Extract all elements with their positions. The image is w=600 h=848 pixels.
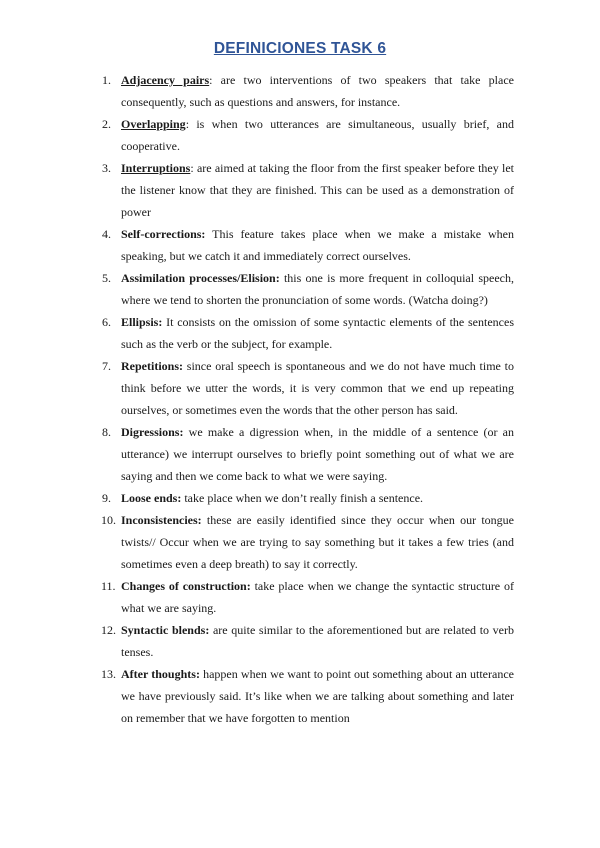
item-number: 13.	[101, 667, 116, 681]
item-text: take place when we don’t really finish a sentence.	[181, 491, 424, 505]
item-number: 3.	[102, 161, 111, 175]
item-text: This feature takes place when we make a mistake when speaking, but we catch it and immediately correct ourselves.	[121, 227, 514, 263]
item-term: Loose ends:	[121, 491, 182, 505]
item-text: : are aimed at taking the floor from the first speaker before they let the listener know that they are finished. This can be used as a demonstration of power	[121, 161, 514, 219]
item-number: 9.	[102, 491, 111, 505]
list-item	[102, 663, 514, 729]
item-number: 7.	[102, 359, 111, 373]
item-number: 1.	[102, 73, 111, 87]
item-text: this one is more frequent in colloquial speech, where we tend to shorten the pronunciation of some words. (Watcha doing?)	[121, 271, 514, 307]
item-term: Self-corrections:	[121, 227, 206, 241]
list-item	[102, 509, 514, 575]
item-text: take place when we change the syntactic structure of what we are saying.	[121, 579, 514, 615]
item-term: Overlapping	[121, 117, 186, 131]
definition-list	[102, 69, 514, 729]
item-text: : is when two utterances are simultaneous, usually brief, and cooperative.	[121, 117, 514, 153]
item-term: Changes of construction:	[121, 579, 251, 593]
item-term: Adjacency pairs	[121, 73, 210, 87]
item-number: 12.	[101, 623, 116, 637]
item-text: we make a digression when, in the middle of a sentence (or an utterance) we interrupt ourselves to briefly point something out of what we are saying and then we come back to what we were saying.	[121, 425, 514, 483]
item-number: 2.	[102, 117, 111, 131]
item-number: 6.	[102, 315, 111, 329]
list-item	[102, 311, 514, 355]
item-text: are quite similar to the aforementioned but are related to verb tenses.	[121, 623, 514, 659]
item-number: 11.	[101, 579, 116, 593]
item-term: After thoughts:	[121, 667, 200, 681]
item-term: Ellipsis:	[121, 315, 163, 329]
list-item	[102, 113, 514, 157]
list-item	[102, 575, 514, 619]
item-number: 4.	[102, 227, 111, 241]
item-term: Digressions:	[121, 425, 184, 439]
list-item	[102, 157, 514, 223]
list-item	[102, 69, 514, 113]
list-item	[102, 619, 514, 663]
item-term: Syntactic blends:	[121, 623, 210, 637]
list-item	[102, 223, 514, 267]
item-term: Repetitions:	[121, 359, 183, 373]
item-text: It consists on the omission of some syntactic elements of the sentences such as the verb or the subject, for example.	[121, 315, 514, 351]
item-text: : are two interventions of two speakers that take place consequently, such as questions and answers, for instance.	[121, 73, 514, 109]
page-title: DEFINICIONES TASK 6	[213, 40, 387, 57]
item-text: since oral speech is spontaneous and we do not have much time to think before we utter the words, it is very common that we end up repeating ourselves, or sometimes even the words that the other person has said.	[121, 359, 514, 417]
list-item	[102, 267, 514, 311]
item-term: Interruptions	[121, 161, 191, 175]
item-text: happen when we want to point out something about an utterance we have previously said. It’s like when we are talking about something and later on remember that we have forgotten to mention	[121, 667, 514, 725]
item-number: 5.	[102, 271, 111, 285]
list-item	[102, 355, 514, 421]
item-term: Inconsistencies:	[121, 513, 202, 527]
item-text: these are easily identified since they occur when our tongue twists// Occur when we are trying to say something but it takes a few tries (and sometimes even a deep breath) to say it correctly.	[121, 513, 514, 571]
list-item	[102, 487, 514, 509]
list-item	[102, 421, 514, 487]
item-term: Assimilation processes/Elision:	[121, 271, 280, 285]
item-number: 8.	[102, 425, 111, 439]
item-number: 10.	[101, 513, 116, 527]
